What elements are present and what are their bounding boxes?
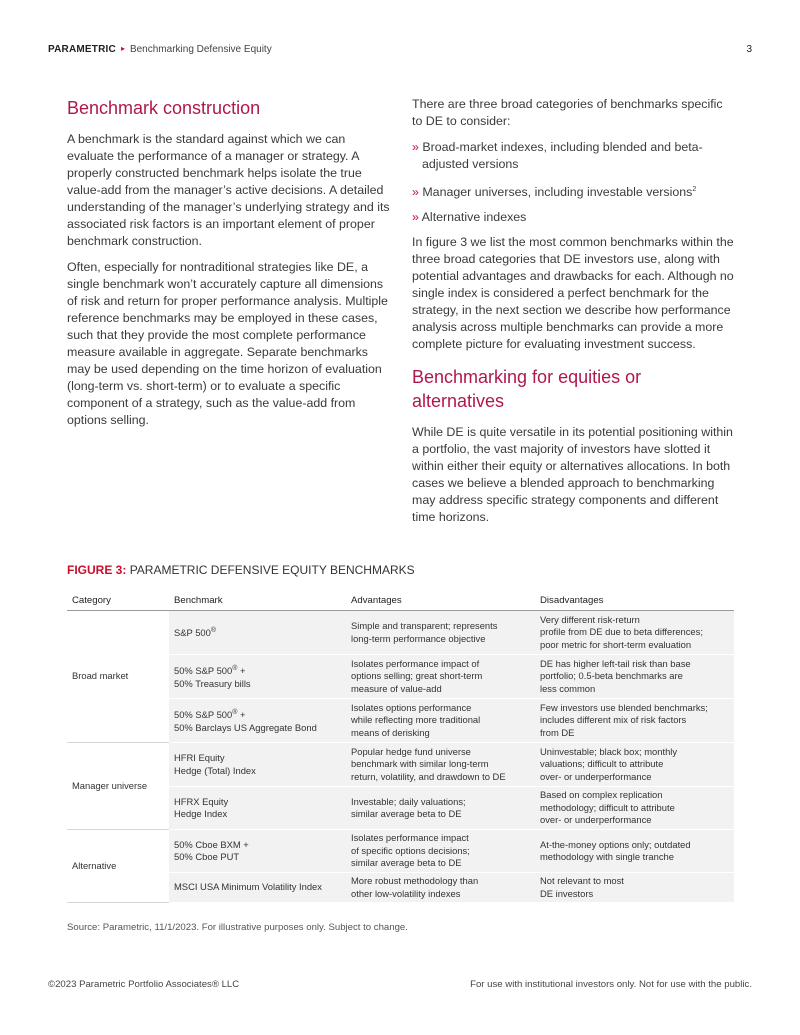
cell-line: of specific options decisions; <box>351 844 470 856</box>
table-row <box>67 743 734 787</box>
cell-line: Hedge (Total) Index <box>174 764 256 776</box>
advantages-cell <box>346 830 535 873</box>
cell-line: measure of value-add <box>351 682 442 694</box>
cell-line: 50% Treasury bills <box>174 677 251 689</box>
disadvantages-cell <box>535 873 734 903</box>
breadcrumb-arrow-icon: ▸ <box>120 44 125 53</box>
category-cell: Broad market <box>67 611 169 743</box>
paragraph: There are three broad categories of benchmarks specific to DE to consider: <box>412 97 723 128</box>
paragraph: A benchmark is the standard against which we can evaluate the performance of a manager or strategy. A properly constructed benchmark helps isolate the true value-add from the manager’s active decisions. A detailed understanding of the manager’s underlying strategy and its associated risk factors is an important element of proper benchmark construction. <box>67 132 390 248</box>
list-item-text: Broad-market indexes, including blended and beta-adjusted versions <box>422 140 703 171</box>
list-item <box>412 181 734 201</box>
cell-line: DE has higher left-tail risk than base <box>540 657 691 669</box>
cell-line: MSCI USA Minimum Volatility Index <box>174 881 322 893</box>
document-title: Benchmarking Defensive Equity <box>129 44 272 55</box>
column-header-advantages: Advantages <box>346 592 535 611</box>
advantages-cell <box>346 787 535 830</box>
cell-line: options selling; great short-term <box>351 670 483 682</box>
right-column <box>412 96 734 535</box>
cell-line: other low-volatility indexes <box>351 887 461 899</box>
page-header <box>48 44 752 58</box>
brand-name: PARAMETRIC <box>48 44 116 55</box>
list-item <box>412 139 734 173</box>
cell-line: Isolates performance impact <box>351 832 469 844</box>
cell-line: from DE <box>540 726 575 738</box>
figure-title <box>67 563 415 577</box>
cell-line: poor metric for short-term evaluation <box>540 638 692 650</box>
table-header-row <box>67 592 734 611</box>
benchmark-cell <box>169 655 346 699</box>
advantages-cell <box>346 699 535 743</box>
footer-copyright: ©2023 Parametric Portfolio Associates® LLC <box>48 979 240 990</box>
cell-line: 50% Cboe BXM + <box>174 838 249 850</box>
category-cell: Alternative <box>67 830 169 903</box>
section-heading-benchmarking-equities: Benchmarking for equities or alternatives <box>412 367 642 412</box>
column-header-disadvantages: Disadvantages <box>535 592 734 611</box>
list-item-text: Alternative indexes <box>421 210 527 225</box>
advantages-cell <box>346 873 535 903</box>
cell-line: 50% S&P 500® + <box>174 708 246 721</box>
cell-line: HFRI Equity <box>174 752 225 763</box>
benchmarks-table <box>67 592 734 903</box>
advantages-cell <box>346 611 535 655</box>
figure-label: FIGURE 3: <box>67 563 127 577</box>
cell-line: portfolio; 0.5-beta benchmarks are <box>540 670 683 682</box>
benchmark-cell <box>169 830 346 873</box>
bullet-marker-icon: » <box>412 185 419 200</box>
cell-line: includes different mix of risk factors <box>540 714 687 726</box>
cell-line: Popular hedge fund universe <box>351 745 471 757</box>
table-row <box>67 830 734 873</box>
advantages-cell <box>346 743 535 787</box>
paragraph: Often, especially for nontraditional strategies like DE, a single benchmark won’t accurately capture all dimensions of risk and return for proper performance analysis. Multiple reference benchmarks may be employed in these cases, such that they provide the most complete performance measure available in aggregate. Separate benchmarks may be used depending on the time horizon of evaluation (long-term vs. short-term) or to evaluate a specific component of a strategy, such as the value-add from options selling. <box>67 260 388 427</box>
cell-line: Isolates options performance <box>351 701 472 713</box>
figure-caption: PARAMETRIC DEFENSIVE EQUITY BENCHMARKS <box>129 563 415 577</box>
cell-line: 50% Barclays US Aggregate Bond <box>174 721 317 733</box>
disadvantages-cell <box>535 699 734 743</box>
page-number: 3 <box>746 44 752 55</box>
cell-line: similar average beta to DE <box>351 808 462 819</box>
advantages-cell <box>346 655 535 699</box>
cell-line: Isolates performance impact of <box>351 657 480 669</box>
cell-line: DE investors <box>540 887 594 899</box>
list-item-text: Manager universes, including investable versions <box>422 185 693 200</box>
disadvantages-cell <box>535 787 734 830</box>
left-column <box>67 96 391 438</box>
cell-line: profile from DE due to beta differences; <box>540 626 703 638</box>
cell-line: while reflecting more traditional <box>351 714 481 726</box>
cell-line: Based on complex replication <box>540 789 663 801</box>
bullet-marker-icon: » <box>412 210 419 225</box>
footnote-ref: 2 <box>692 186 697 193</box>
benchmark-cell <box>169 611 346 655</box>
benchmark-cell <box>169 743 346 787</box>
disadvantages-cell <box>535 655 734 699</box>
cell-line: over- or underperformance <box>540 814 652 826</box>
cell-line: Not relevant to most <box>540 875 624 886</box>
cell-line: 50% S&P 500® + <box>174 664 246 677</box>
cell-line: Investable; daily valuations; <box>351 795 466 807</box>
footer-disclaimer: For use with institutional investors only. Not for use with the public. <box>470 979 752 990</box>
bullet-marker-icon: » <box>412 140 419 154</box>
column-header-category: Category <box>67 592 169 611</box>
benchmark-cell <box>169 787 346 830</box>
cell-line: Very different risk-return <box>540 613 640 625</box>
cell-line: S&P 500® <box>174 627 217 639</box>
paragraph: In figure 3 we list the most common benchmarks within the three broad categories that DE investors use, along with potential advantages and drawbacks for each. Although no single index is considered a perfect benchmark for the strategy, in the next section we describe how performance analysis across multiple benchmarks can provide a more complete picture for evaluating investment success. <box>412 235 734 352</box>
cell-line: At-the-money options only; outdated <box>540 838 691 850</box>
cell-line: less common <box>540 682 596 694</box>
cell-line: means of derisking <box>351 726 430 738</box>
cell-line: long-term performance objective <box>351 632 486 644</box>
disadvantages-cell <box>535 830 734 873</box>
cell-line: Hedge Index <box>174 808 228 819</box>
table-row <box>67 611 734 655</box>
column-header-benchmark: Benchmark <box>169 592 346 611</box>
cell-line: methodology; difficult to attribute <box>540 801 675 813</box>
cell-line: over- or underperformance <box>540 770 652 782</box>
cell-line: return, volatility, and drawdown to DE <box>351 770 506 782</box>
benchmark-cell <box>169 873 346 903</box>
cell-line: Uninvestable; black box; monthly <box>540 745 678 757</box>
table-body <box>67 611 734 903</box>
cell-line: Few investors use blended benchmarks; <box>540 701 708 713</box>
cell-line: Simple and transparent; represents <box>351 620 498 631</box>
cell-line: 50% Cboe PUT <box>174 851 240 862</box>
cell-line: similar average beta to DE <box>351 857 462 869</box>
section-heading-benchmark-construction: Benchmark construction <box>67 98 261 118</box>
cell-line: benchmark with similar long-term <box>351 758 489 770</box>
cell-line: methodology with single tranche <box>540 851 674 862</box>
category-cell: Manager universe <box>67 743 169 830</box>
cell-line: valuations; difficult to attribute <box>540 758 664 770</box>
benchmark-cell <box>169 699 346 743</box>
paragraph: While DE is quite versatile in its potential positioning within a portfolio, the vast majority of investors have slotted it within either their equity or alternatives allocations. In both cases we believe a blended approach to benchmarking may address specific strategy components and different time horizons. <box>412 425 733 525</box>
figure-source-note: Source: Parametric, 11/1/2023. For illustrative purposes only. Subject to change. <box>67 922 408 933</box>
cell-line: HFRX Equity <box>174 795 229 807</box>
disadvantages-cell <box>535 611 734 655</box>
cell-line: More robust methodology than <box>351 875 479 886</box>
disadvantages-cell <box>535 743 734 787</box>
list-item <box>412 209 734 226</box>
